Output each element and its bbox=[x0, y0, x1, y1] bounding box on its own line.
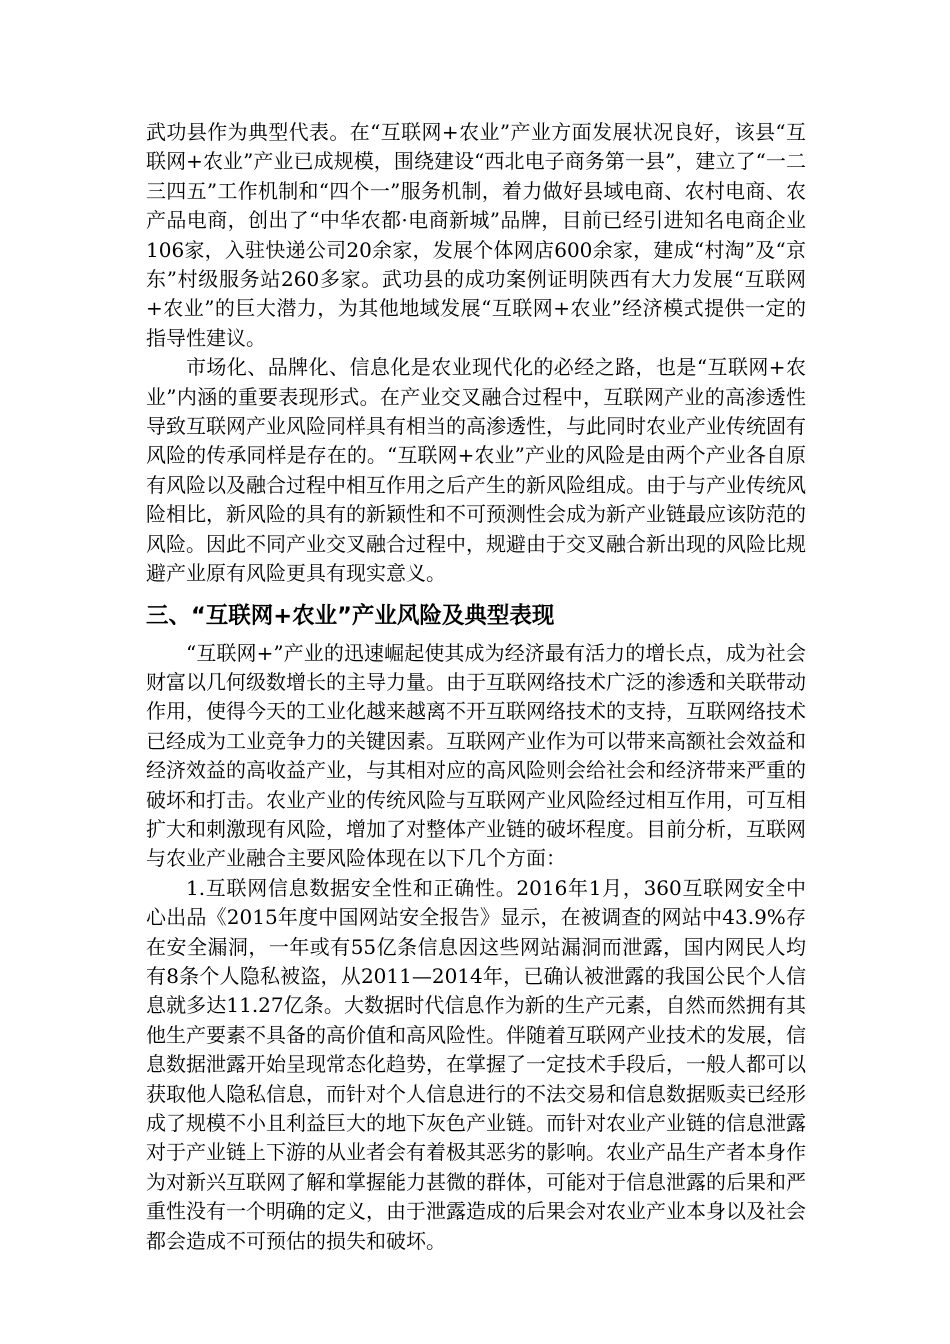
paragraph-risk-overview: 市场化、品牌化、信息化是农业现代化的必经之路，也是“互联网+农业”内涵的重要表现形式。在产业交叉融合过程中，互联网产业的高渗透性导致互联网产业风险同样具有相当的高渗透性，与此同时农业产业传统固有风险的传承同样是存在的。“互联网+农业”产业的风险是由两个产业各自原有风险以及融合过程中相互作用之后产生的新风险组成。由于与产业传统风险相比，新风险的具有的新颖性和不可预测性会成为新产业链最应该防范的风险。因此不同产业交叉融合过程中，规避由于交叉融合新出现的风险比规避产业原有风险更具有现实意义。 bbox=[146, 355, 806, 586]
document-page bbox=[146, 118, 806, 1256]
paragraph-wugong-example: 武功县作为典型代表。在“互联网+农业”产业方面发展状况良好，该县“互联网+农业”产业已成规模，围绕建设“西北电子商务第一县”，建立了“一二三四五”工作机制和“四个一”服务机制，着力做好县域电商、农村电商、农产品电商，创出了“中华农都·电商新城”品牌，目前已经引进知名电商企业106家，入驻快递公司20余家，发展个体网店600余家，建成“村淘”及“京东”村级服务站260多家。武功县的成功案例证明陕西有大力发展“互联网+农业”的巨大潜力，为其他地域发展“互联网+农业”经济模式提供一定的指导性建议。 bbox=[146, 120, 806, 350]
section-heading: 三、“互联网+农业”产业风险及典型表现 bbox=[146, 602, 555, 629]
paragraph-internet-plus-growth: “互联网+”产业的迅速崛起使其成为经济最有活力的增长点，成为社会财富以几何级数增长的主导力量。由于互联网络技术广泛的渗透和关联带动作用，使得今天的工业化越来越离不开互联网络技术的支持，互联网络技术已经成为工业竞争力的关键因素。互联网产业作为可以带来高额社会效益和经济效益的高收益产业，与其相对应的高风险则会给社会和经济带来严重的破坏和打击。农业产业的传统风险与互联网产业风险经过相互作用，可互相扩大和刺激现有风险，增加了对整体产业链的破坏程度。目前分析，互联网与农业产业融合主要风险体现在以下几个方面： bbox=[146, 640, 806, 871]
paragraph-data-security: 1.互联网信息数据安全性和正确性。2016年1月，360互联网安全中心出品《2015年度中国网站安全报告》显示，在被调查的网站中43.9%存在安全漏洞，一年或有55亿条信息因这些网站漏洞而泄露，国内网民人均有8条个人隐私被盗，从2011—2014年，已确认被泄露的我国公民个人信息就多达11.27亿条。大数据时代信息作为新的生产元素，自然而然拥有其他生产要素不具备的高价值和高风险性。伴随着互联网产业技术的发展，信息数据泄露开始呈现常态化趋势，在掌握了一定技术手段后，一般人都可以获取他人隐私信息，而针对个人信息进行的不法交易和信息数据贩卖已经形成了规模不小且利益巨大的地下灰色产业链。而针对农业产业链的信息泄露对于产业链上下游的从业者会有着极其恶劣的影响。农业产品生产者本身作为对新兴互联网了解和掌握能力甚微的群体，可能对于信息泄露的后果和严重性没有一个明确的定义，由于泄露造成的后果会对农业产业本身以及社会都会造成不可预估的损失和破坏。 bbox=[146, 875, 806, 1253]
